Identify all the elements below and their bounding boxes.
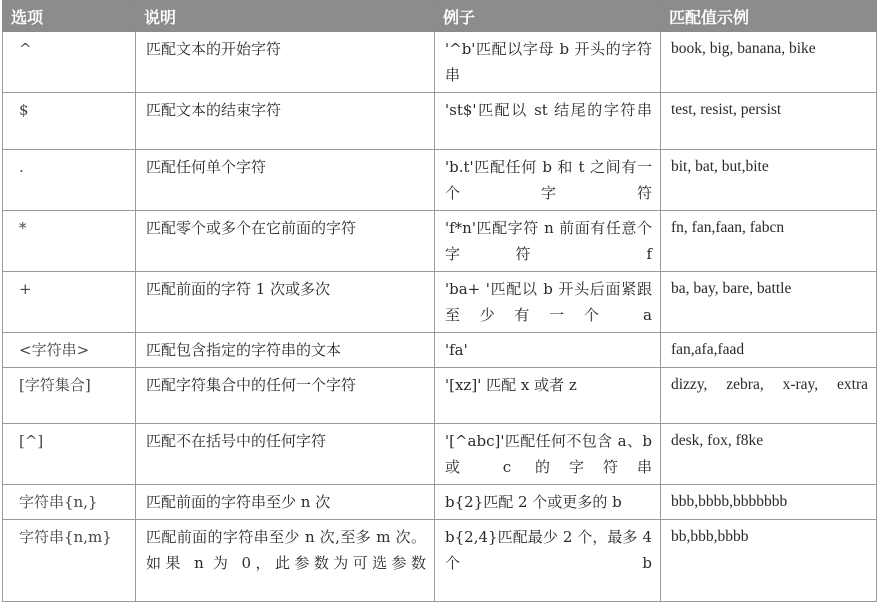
table-row — [3, 333, 877, 368]
description-cell: 匹配零个或多个在它前面的字符 — [136, 211, 435, 272]
option-cell: 字符串{n,} — [3, 485, 136, 520]
regex-table — [2, 0, 877, 602]
description-cell: 匹配任何单个字符 — [136, 150, 435, 211]
option-cell: + — [3, 272, 136, 333]
table-row — [3, 368, 877, 424]
example-cell: '[xz]' 匹配 x 或者 z — [435, 368, 661, 424]
table-header — [3, 1, 877, 32]
match-cell: bb,bbb,bbbb — [661, 520, 877, 602]
match-cell: desk, fox, f8ke — [661, 424, 877, 485]
table-row — [3, 211, 877, 272]
match-cell: bit, bat, but,bite — [661, 150, 877, 211]
table-row — [3, 424, 877, 485]
table-row — [3, 32, 877, 93]
description-cell: 匹配前面的字符串至少 n 次 — [136, 485, 435, 520]
description-cell: 匹配文本的开始字符 — [136, 32, 435, 93]
example-cell: 'fa' — [435, 333, 661, 368]
option-cell: $ — [3, 93, 136, 150]
match-cell: book, big, banana, bike — [661, 32, 877, 93]
example-cell: 'b.t'匹配任何 b 和 t 之间有一个字符 — [435, 150, 661, 211]
match-cell: fn, fan,faan, fabcn — [661, 211, 877, 272]
example-cell: b{2,4}匹配最少 2 个，最多 4 个 b — [435, 520, 661, 602]
table-row — [3, 272, 877, 333]
example-cell: '[^abc]'匹配任何不包含 a、b 或 c 的字符串 — [435, 424, 661, 485]
description-cell: 匹配字符集合中的任何一个字符 — [136, 368, 435, 424]
table-row — [3, 93, 877, 150]
option-cell: . — [3, 150, 136, 211]
header-match-examples: 匹配值示例 — [661, 1, 877, 32]
description-cell: 匹配包含指定的字符串的文本 — [136, 333, 435, 368]
example-cell: 'ba+ '匹配以 b 开头后面紧跟至少有一个 a — [435, 272, 661, 333]
match-cell: bbb,bbbb,bbbbbbb — [661, 485, 877, 520]
description-cell: 匹配文本的结束字符 — [136, 93, 435, 150]
option-cell: 字符串{n,m} — [3, 520, 136, 602]
example-cell: b{2}匹配 2 个或更多的 b — [435, 485, 661, 520]
description-cell: 匹配前面的字符串至少 n 次,至多 m 次。如果 n 为 0，此参数为可选参数 — [136, 520, 435, 602]
option-cell: ^ — [3, 32, 136, 93]
example-cell: '^b'匹配以字母 b 开头的字符串 — [435, 32, 661, 93]
description-cell: 匹配前面的字符 1 次或多次 — [136, 272, 435, 333]
match-cell: dizzy, zebra, x-ray, extra — [661, 368, 877, 424]
description-cell: 匹配不在括号中的任何字符 — [136, 424, 435, 485]
table-row — [3, 520, 877, 602]
option-cell: [^] — [3, 424, 136, 485]
option-cell: <字符串> — [3, 333, 136, 368]
example-cell: 'st$'匹配以 st 结尾的字符串 — [435, 93, 661, 150]
header-option: 选项 — [3, 1, 136, 32]
match-cell: test, resist, persist — [661, 93, 877, 150]
table-row — [3, 150, 877, 211]
match-cell: fan,afa,faad — [661, 333, 877, 368]
option-cell: [字符集合] — [3, 368, 136, 424]
example-cell: 'f*n'匹配字符 n 前面有任意个字符 f — [435, 211, 661, 272]
header-row — [3, 1, 877, 32]
header-description: 说明 — [136, 1, 435, 32]
option-cell: * — [3, 211, 136, 272]
table-body — [3, 32, 877, 602]
table-row — [3, 485, 877, 520]
match-cell: ba, bay, bare, battle — [661, 272, 877, 333]
header-example: 例子 — [435, 1, 661, 32]
